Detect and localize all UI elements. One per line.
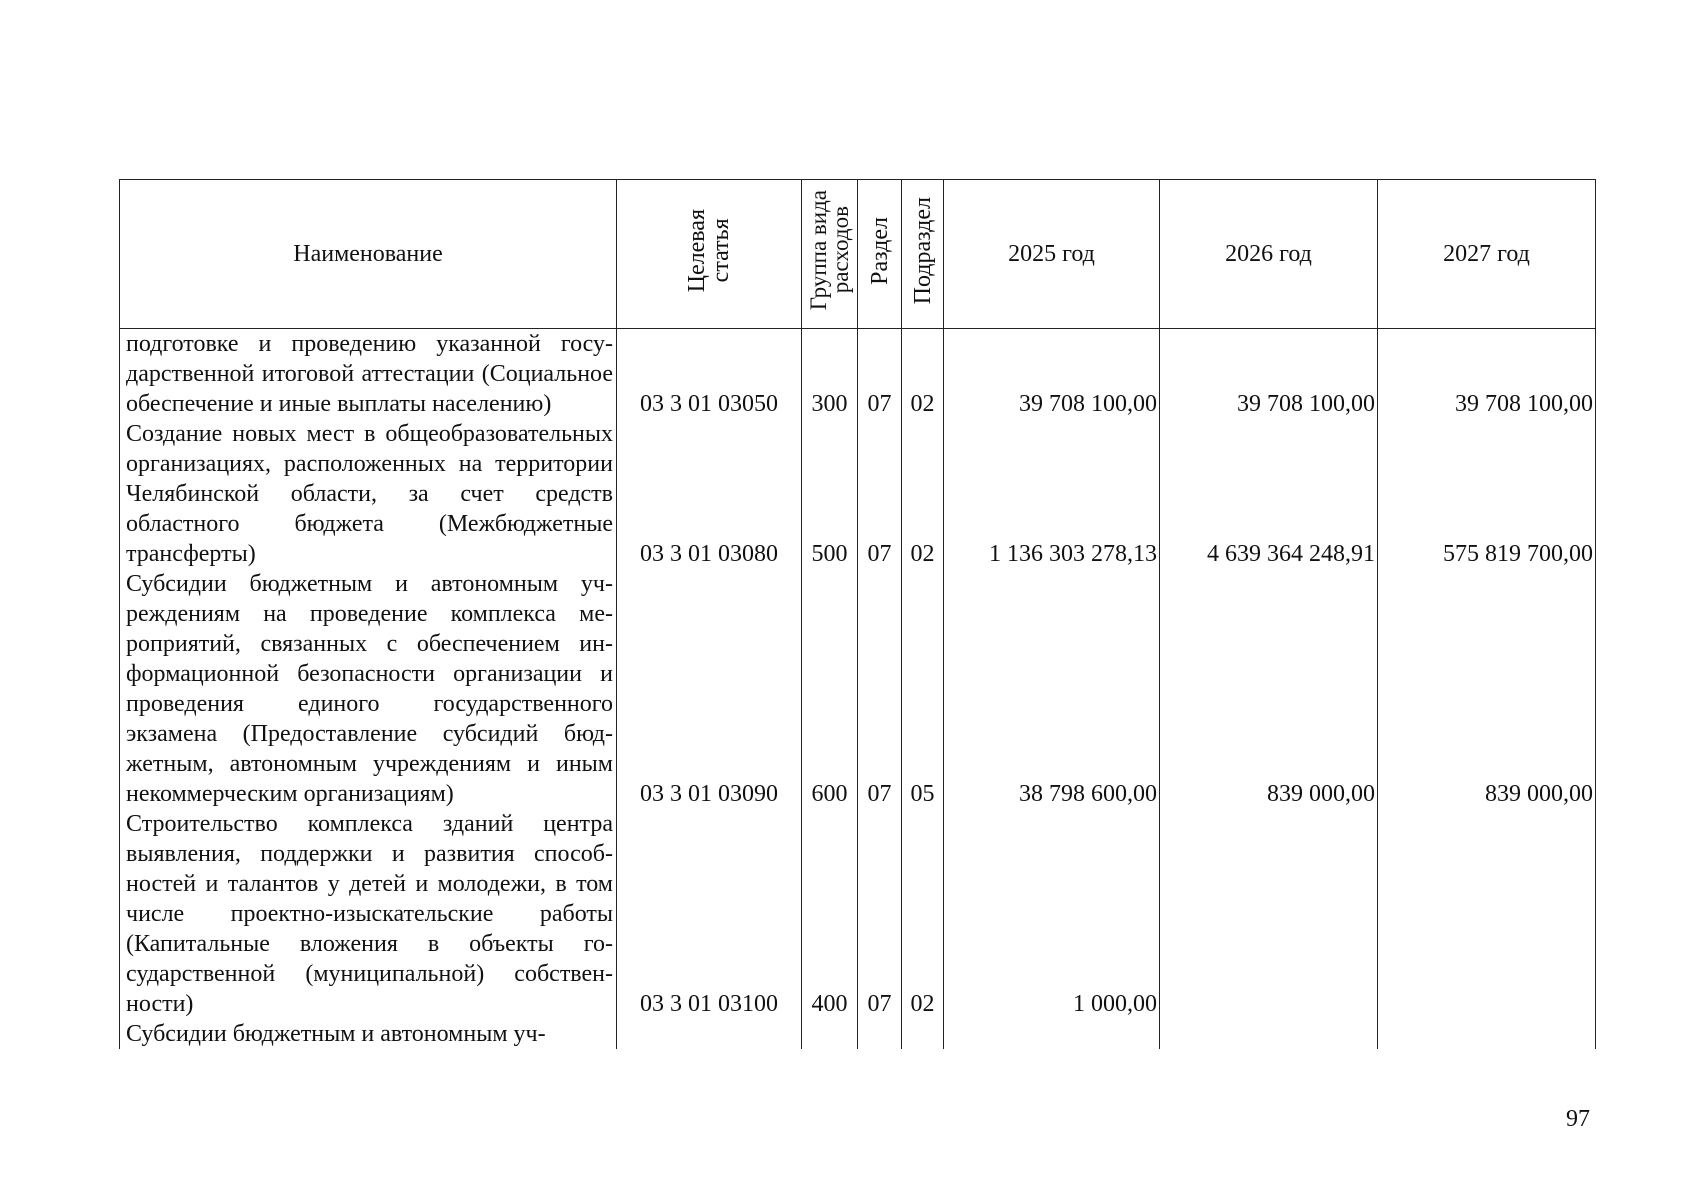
row-2026 (1160, 809, 1378, 1019)
row-group: 300 (802, 329, 858, 420)
header-2027: 2027 год (1378, 180, 1596, 329)
header-subsection: Подраздел (902, 180, 944, 329)
row-section: 07 (858, 329, 902, 420)
row-code: 03 3 01 03090 (617, 569, 802, 809)
row-subsection: 02 (902, 419, 944, 569)
header-row (120, 180, 1596, 329)
row-subsection: 02 (902, 329, 944, 420)
row-name: Строительство комплекса зданий центра выявления, поддержки и развития способностей и талантов у детей и молодежи, в том числе проектно-изыскательские работы (Капитальные вложения в объекты государственной (муниципальной) собственности) (120, 809, 617, 1019)
empty-cell (617, 1019, 802, 1049)
row-2027: 575 819 700,00 (1378, 419, 1596, 569)
empty-cell (858, 1019, 902, 1049)
header-2026: 2026 год (1160, 180, 1378, 329)
row-2027: 839 000,00 (1378, 569, 1596, 809)
row-section: 07 (858, 419, 902, 569)
row-subsection: 02 (902, 809, 944, 1019)
page-number: 97 (1566, 1106, 1590, 1132)
row-group: 500 (802, 419, 858, 569)
row-2026: 839 000,00 (1160, 569, 1378, 809)
header-expense-group: Группа вида расходов (802, 180, 858, 329)
row-name: подготовке и проведению указанной государственной итоговой аттестации (Социальное обеспечение и иные выплаты населению) (120, 329, 617, 420)
row-2025: 1 000,00 (944, 809, 1160, 1019)
table-row (120, 329, 1596, 420)
row-section: 07 (858, 809, 902, 1019)
empty-cell (1160, 1019, 1378, 1049)
row-2026: 4 639 364 248,91 (1160, 419, 1378, 569)
row-code: 03 3 01 03080 (617, 419, 802, 569)
row-subsection: 05 (902, 569, 944, 809)
row-group: 600 (802, 569, 858, 809)
header-2025: 2025 год (944, 180, 1160, 329)
row-section: 07 (858, 569, 902, 809)
row-name: Субсидии бюджетным и автономным уч- (120, 1019, 617, 1049)
row-2025: 39 708 100,00 (944, 329, 1160, 420)
row-code: 03 3 01 03100 (617, 809, 802, 1019)
table-row (120, 809, 1596, 1019)
row-code: 03 3 01 03050 (617, 329, 802, 420)
budget-table (119, 179, 1596, 1049)
row-2026: 39 708 100,00 (1160, 329, 1378, 420)
empty-cell (802, 1019, 858, 1049)
row-name: Субсидии бюджетным и автономным учреждениям на проведение комплекса мероприятий, связанных с обеспечением информационной безопасности организации и проведения единого государственного экзамена (Предоставление субсидий бюджетным, автономным учреждениям и иным некоммерческим организациям) (120, 569, 617, 809)
row-2027 (1378, 809, 1596, 1019)
row-name: Создание новых мест в общеобразовательных организациях, расположенных на территории Челябинской области, за счет средств областного бюджета (Межбюджетные трансферты) (120, 419, 617, 569)
row-2025: 38 798 600,00 (944, 569, 1160, 809)
header-section: Раздел (858, 180, 902, 329)
header-name: Наименование (120, 180, 617, 329)
empty-cell (902, 1019, 944, 1049)
empty-cell (1378, 1019, 1596, 1049)
row-group: 400 (802, 809, 858, 1019)
table-row (120, 1019, 1596, 1049)
header-target-article: Целевая статья (617, 180, 802, 329)
row-2027: 39 708 100,00 (1378, 329, 1596, 420)
row-2025: 1 136 303 278,13 (944, 419, 1160, 569)
empty-cell (944, 1019, 1160, 1049)
table-row (120, 419, 1596, 569)
table-row (120, 569, 1596, 809)
